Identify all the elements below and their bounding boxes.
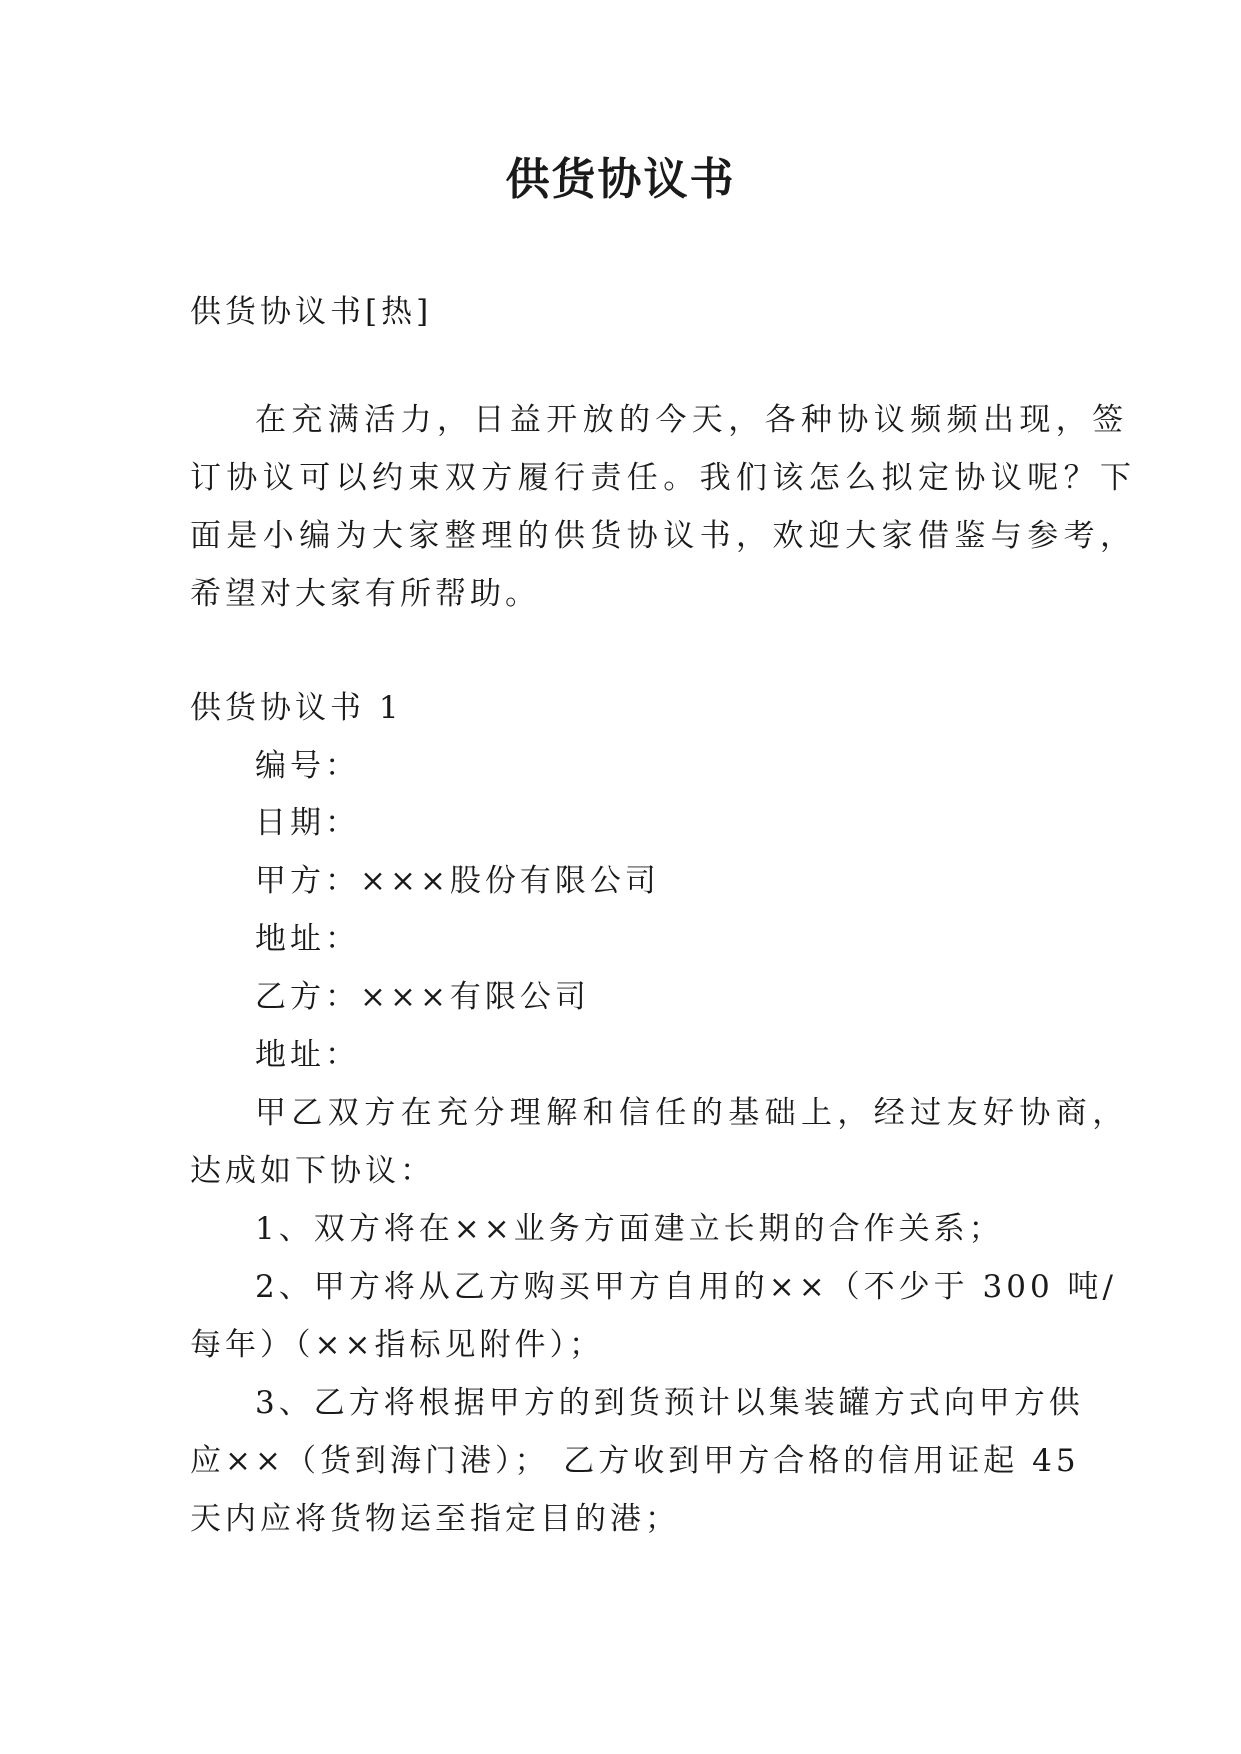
document-title: 供货协议书 <box>505 154 736 205</box>
intro-line: 在充满活力，日益开放的今天，各种协议频频出现，签 <box>255 402 1129 438</box>
body-line: 达成如下协议： <box>190 1153 435 1189</box>
field-number: 编号： <box>255 748 360 784</box>
field-party-b: 乙方：×××有限公司 <box>255 979 590 1015</box>
field-date: 日期： <box>255 805 360 841</box>
intro-line: 订协议可以约束双方履行责任。我们该怎么拟定协议呢？下 <box>190 460 1137 496</box>
intro-line: 希望对大家有所帮助。 <box>190 576 540 612</box>
body-line: 应××（货到海门港）； 乙方收到甲方合格的信用证起 45 <box>190 1443 1080 1479</box>
body-line: 天内应将货物运至指定目的港； <box>190 1501 680 1537</box>
field-address-a: 地址： <box>255 921 360 957</box>
body-line: 2、甲方将从乙方购买甲方自用的××（不少于 300 吨/ <box>255 1269 1117 1305</box>
section-heading: 供货协议书 1 <box>190 690 403 726</box>
document-subtitle: 供货协议书[热] <box>190 294 433 330</box>
field-party-a: 甲方：×××股份有限公司 <box>255 863 660 899</box>
body-line: 1、双方将在××业务方面建立长期的合作关系； <box>255 1211 1004 1247</box>
body-line: 每年）（××指标见附件）； <box>190 1327 604 1363</box>
intro-line: 面是小编为大家整理的供货协议书，欢迎大家借鉴与参考， <box>190 518 1137 554</box>
body-line: 3、乙方将根据甲方的到货预计以集装罐方式向甲方供 <box>255 1385 1084 1421</box>
field-address-b: 地址： <box>255 1037 360 1073</box>
body-line: 甲乙双方在充分理解和信任的基础上，经过友好协商， <box>255 1095 1129 1131</box>
